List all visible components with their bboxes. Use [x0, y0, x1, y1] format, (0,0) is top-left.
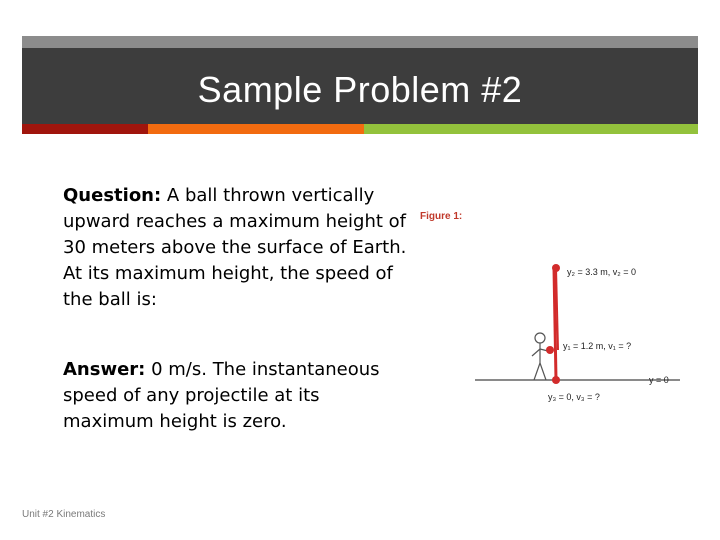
slide-title: Sample Problem #2 — [197, 69, 523, 110]
label-mid: y₁ = 1.2 m, v₁ = ? — [563, 341, 632, 351]
question-paragraph — [63, 183, 413, 313]
accent-bar-orange — [148, 124, 364, 134]
question-text: A ball thrown vertically upward reaches a maximum height of 30 meters above the surface of Earth. At its maximum height, the speed of the ball is: — [63, 185, 407, 310]
label-ground: y = 0 — [649, 375, 669, 385]
footer-text: Unit #2 Kinematics — [22, 509, 106, 520]
accent-bar-green — [364, 124, 698, 134]
question-label: Question: — [63, 185, 162, 206]
ball-ground — [552, 376, 560, 384]
ball-mid — [546, 346, 554, 354]
ball-top — [552, 264, 560, 272]
label-top: y₂ = 3.3 m, v₂ = 0 — [567, 267, 637, 277]
accent-bar-red — [22, 124, 148, 134]
answer-text: 0 m/s. The instantaneous speed of any projectile at its maximum height is zero. — [63, 359, 380, 432]
title-top-strip — [22, 36, 698, 48]
label-bottom: y₃ = 0, v₃ = ? — [548, 392, 600, 402]
projectile-diagram — [470, 250, 690, 410]
answer-label: Answer: — [63, 359, 146, 380]
person-figure — [532, 333, 548, 380]
answer-paragraph — [63, 357, 413, 435]
figure-label: Figure 1: — [420, 211, 463, 222]
